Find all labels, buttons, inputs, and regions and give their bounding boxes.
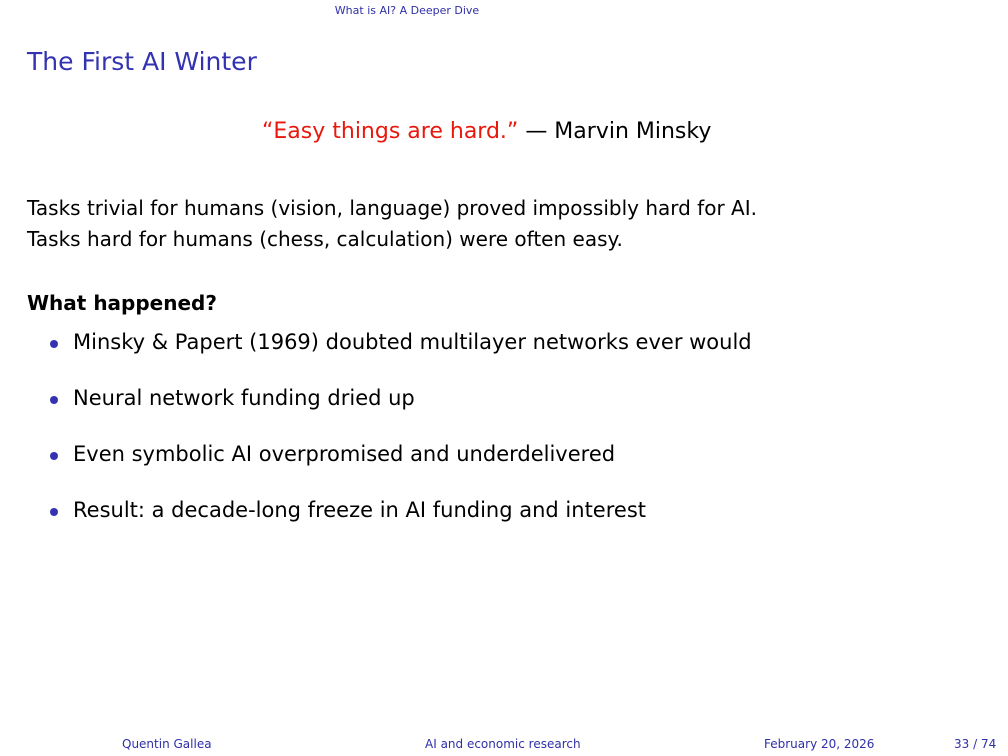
quote-attribution: — Marvin Minsky (525, 119, 712, 144)
bullet-dot-icon (50, 340, 58, 348)
slide-title: The First AI Winter (27, 47, 257, 76)
bullet-item (50, 330, 752, 386)
quote-text: “Easy things are hard.” (262, 119, 519, 144)
bullet-item (50, 498, 752, 554)
footer-date: February 20, 2026 (764, 737, 875, 751)
section-header: What is AI? A Deeper Dive (334, 4, 480, 17)
bullet-text: Even symbolic AI overpromised and underdelivered (73, 442, 616, 466)
bullet-list (50, 330, 752, 554)
bullet-dot-icon (50, 508, 58, 516)
body-line: Tasks trivial for humans (vision, language) proved impossibly hard for AI. (27, 196, 757, 220)
footer (0, 737, 1008, 755)
bullet-text: Minsky & Papert (1969) doubted multilayer networks ever would (73, 330, 752, 354)
bullet-dot-icon (50, 396, 58, 404)
quote-line (262, 119, 711, 144)
body-line: Tasks hard for humans (chess, calculation) were often easy. (27, 227, 623, 251)
bullet-item (50, 442, 752, 498)
body-paragraph (27, 193, 757, 255)
subheading: What happened? (27, 291, 217, 315)
footer-title: AI and economic research (425, 737, 581, 751)
bullet-item (50, 386, 752, 442)
footer-author: Quentin Gallea (122, 737, 212, 751)
bullet-text: Neural network funding dried up (73, 386, 415, 410)
bullet-text: Result: a decade-long freeze in AI funding and interest (73, 498, 646, 522)
footer-page-number: 33 / 74 (954, 737, 997, 751)
bullet-dot-icon (50, 452, 58, 460)
